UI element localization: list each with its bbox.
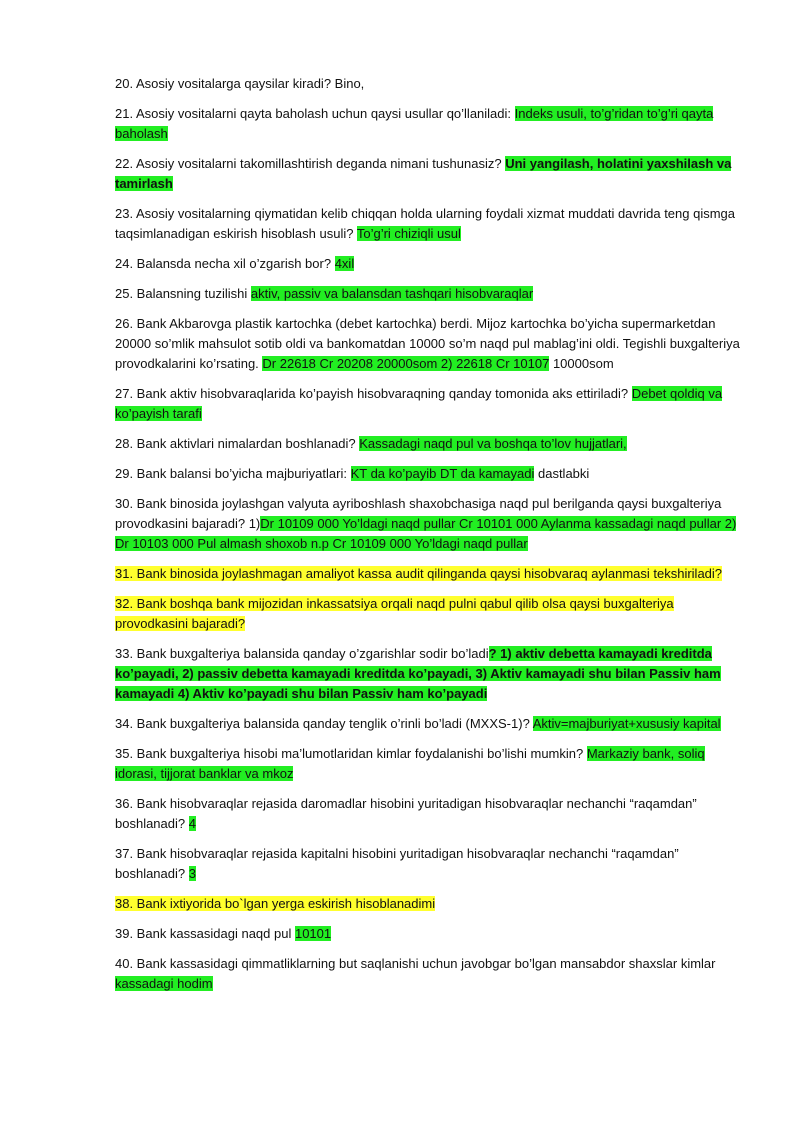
question-text: 34. Bank buxgalteriya balansida qanday tenglik o’rinli bo’ladi (MXXS-1)? — [115, 716, 533, 731]
question-item — [115, 464, 745, 484]
question-text: 21. Asosiy vositalarni qayta baholash uchun qaysi usullar qo’llaniladi: — [115, 106, 515, 121]
question-text: 35. Bank buxgalteriya hisobi ma’lumotlaridan kimlar foydalanishi bo’lishi mumkin? — [115, 746, 587, 761]
question-text: 27. Bank aktiv hisobvaraqlarida ko’payish hisobvaraqning qanday tomonida aks ettiriladi? — [115, 386, 632, 401]
question-text: 20. Asosiy vositalarga qaysilar kiradi? Bino, — [115, 76, 365, 91]
question-tail: dastlabki — [534, 466, 590, 481]
question-tail: 10000som — [549, 356, 614, 371]
question-item — [115, 154, 745, 194]
answer-highlight: aktiv, passiv va balansdan tashqari hisobvaraqlar — [250, 286, 534, 301]
qa-list — [115, 74, 744, 994]
question-text: 37. Bank hisobvaraqlar rejasida kapitalni hisobini yuritadigan hisobvaraqlar nechanchi “raqamdan” boshlanadi? — [115, 846, 679, 881]
question-item — [115, 744, 745, 784]
highlighted-question: 32. Bank boshqa bank mijozidan inkassatsiya orqali naqd pulni qabul qilib olsa qaysi buxgalteriya provodkasini bajaradi? — [115, 596, 674, 631]
question-item — [115, 794, 745, 834]
answer-highlight: KT da ko’payib DT da kamayadi — [350, 466, 535, 481]
question-item — [115, 434, 745, 454]
highlighted-question: 38. Bank ixtiyorida bo`lgan yerga eskirish hisoblanadimi — [115, 896, 436, 911]
question-item — [115, 204, 745, 244]
question-item — [115, 104, 745, 144]
answer-highlight: To’g’ri chiziqli usul — [356, 226, 461, 241]
question-item — [115, 894, 745, 914]
question-item — [115, 954, 745, 994]
question-item — [115, 384, 745, 424]
question-item — [115, 254, 745, 274]
question-text: 39. Bank kassasidagi naqd pul — [115, 926, 295, 941]
question-text: 29. Bank balansi bo’yicha majburiyatlari: — [115, 466, 351, 481]
question-text: 22. Asosiy vositalarni takomillashtirish deganda nimani tushunasiz? — [115, 156, 506, 171]
question-item — [115, 844, 745, 884]
question-text: 28. Bank aktivlari nimalardan boshlanadi? — [115, 436, 360, 451]
question-text: 25. Balansning tuzilishi — [115, 286, 251, 301]
answer-highlight: Kassadagi naqd pul va boshqa to’lov hujjatlari, — [359, 436, 627, 451]
question-item — [115, 284, 745, 304]
question-item — [115, 494, 745, 554]
answer-highlight: Dr 22618 Cr 20208 20000som 2) 22618 Cr 10107 — [262, 356, 550, 371]
question-item — [115, 594, 745, 634]
question-text: 24. Balansda necha xil o’zgarish bor? — [115, 256, 335, 271]
question-text: 36. Bank hisobvaraqlar rejasida daromadlar hisobini yuritadigan hisobvaraqlar nechanchi “raqamdan” boshlanadi? — [115, 796, 697, 831]
answer-highlight: Uni yangilash, holatini yaxshilash va tamirlash — [115, 156, 732, 191]
question-text: 23. Asosiy vositalarning qiymatidan kelib chiqqan holda ularning foydali xizmat muddati davrida teng qismga taqsimlanadigan eskirish hisoblash usuli? — [115, 206, 736, 241]
question-item — [115, 924, 745, 944]
question-item — [115, 564, 745, 584]
answer-highlight: ? 1) aktiv debetta kamayadi kreditda ko’payadi, 2) passiv debetta kamayadi kreditda ko’payadi, 3) Aktiv kamayadi shu bilan Passiv ham kamayadi 4) Aktiv ko’payadi shu bilan Passiv ham ko’payadi — [115, 646, 721, 701]
answer-highlight: 10101 — [294, 926, 332, 941]
answer-highlight: Dr 10109 000 Yo’ldagi naqd pullar Cr 10101 000 Aylanma kassadagi naqd pullar 2) Dr 10103 000 Pul almash shoxob n.p Cr 10109 000 Yo’ldagi naqd pullar — [115, 516, 737, 551]
question-text: 30. Bank binosida joylashgan valyuta ayriboshlash shaxobchasiga naqd pul berilganda qaysi buxgalteriya provodkasini bajaradi? 1) — [115, 496, 722, 531]
highlighted-question: 31. Bank binosida joylashmagan amaliyot kassa audit qilinganda qaysi hisobvaraq aylanmasi tekshiriladi? — [115, 566, 723, 581]
answer-highlight: Markaziy bank, soliq idorasi, tijjorat banklar va mkoz — [115, 746, 705, 781]
question-item — [115, 714, 745, 734]
question-text: 40. Bank kassasidagi qimmatliklarning but saqlanishi uchun javobgar bo’lgan mansabdor shaxslar kimlar — [115, 956, 716, 971]
question-text: 26. Bank Akbarovga plastik kartochka (debet kartochka) berdi. Mijoz kartochka bo’yicha supermarketdan 20000 so’mlik mahsulot sotib oldi va bankomatdan 10000 so’m naqd pul mablag’ini oldi. Tegishli buxgalteriya provodkalarini ko’rsating. — [115, 316, 740, 371]
question-text: 33. Bank buxgalteriya balansida qanday o’zgarishlar sodir bo’ladi — [115, 646, 489, 661]
answer-highlight: Debet qoldiq va ko’payish tarafi — [115, 386, 723, 421]
question-item — [115, 74, 745, 94]
question-item — [115, 314, 745, 374]
question-item — [115, 644, 745, 704]
answer-highlight: Indeks usuli, to’g’ridan to’g’ri qayta baholash — [115, 106, 714, 141]
answer-highlight: 3 — [188, 866, 196, 881]
answer-highlight: kassadagi hodim — [115, 976, 213, 991]
answer-highlight: 4 — [188, 816, 196, 831]
answer-highlight: Aktiv=majburiyat+xususiy kapital — [532, 716, 721, 731]
answer-highlight: 4xil — [334, 256, 355, 271]
